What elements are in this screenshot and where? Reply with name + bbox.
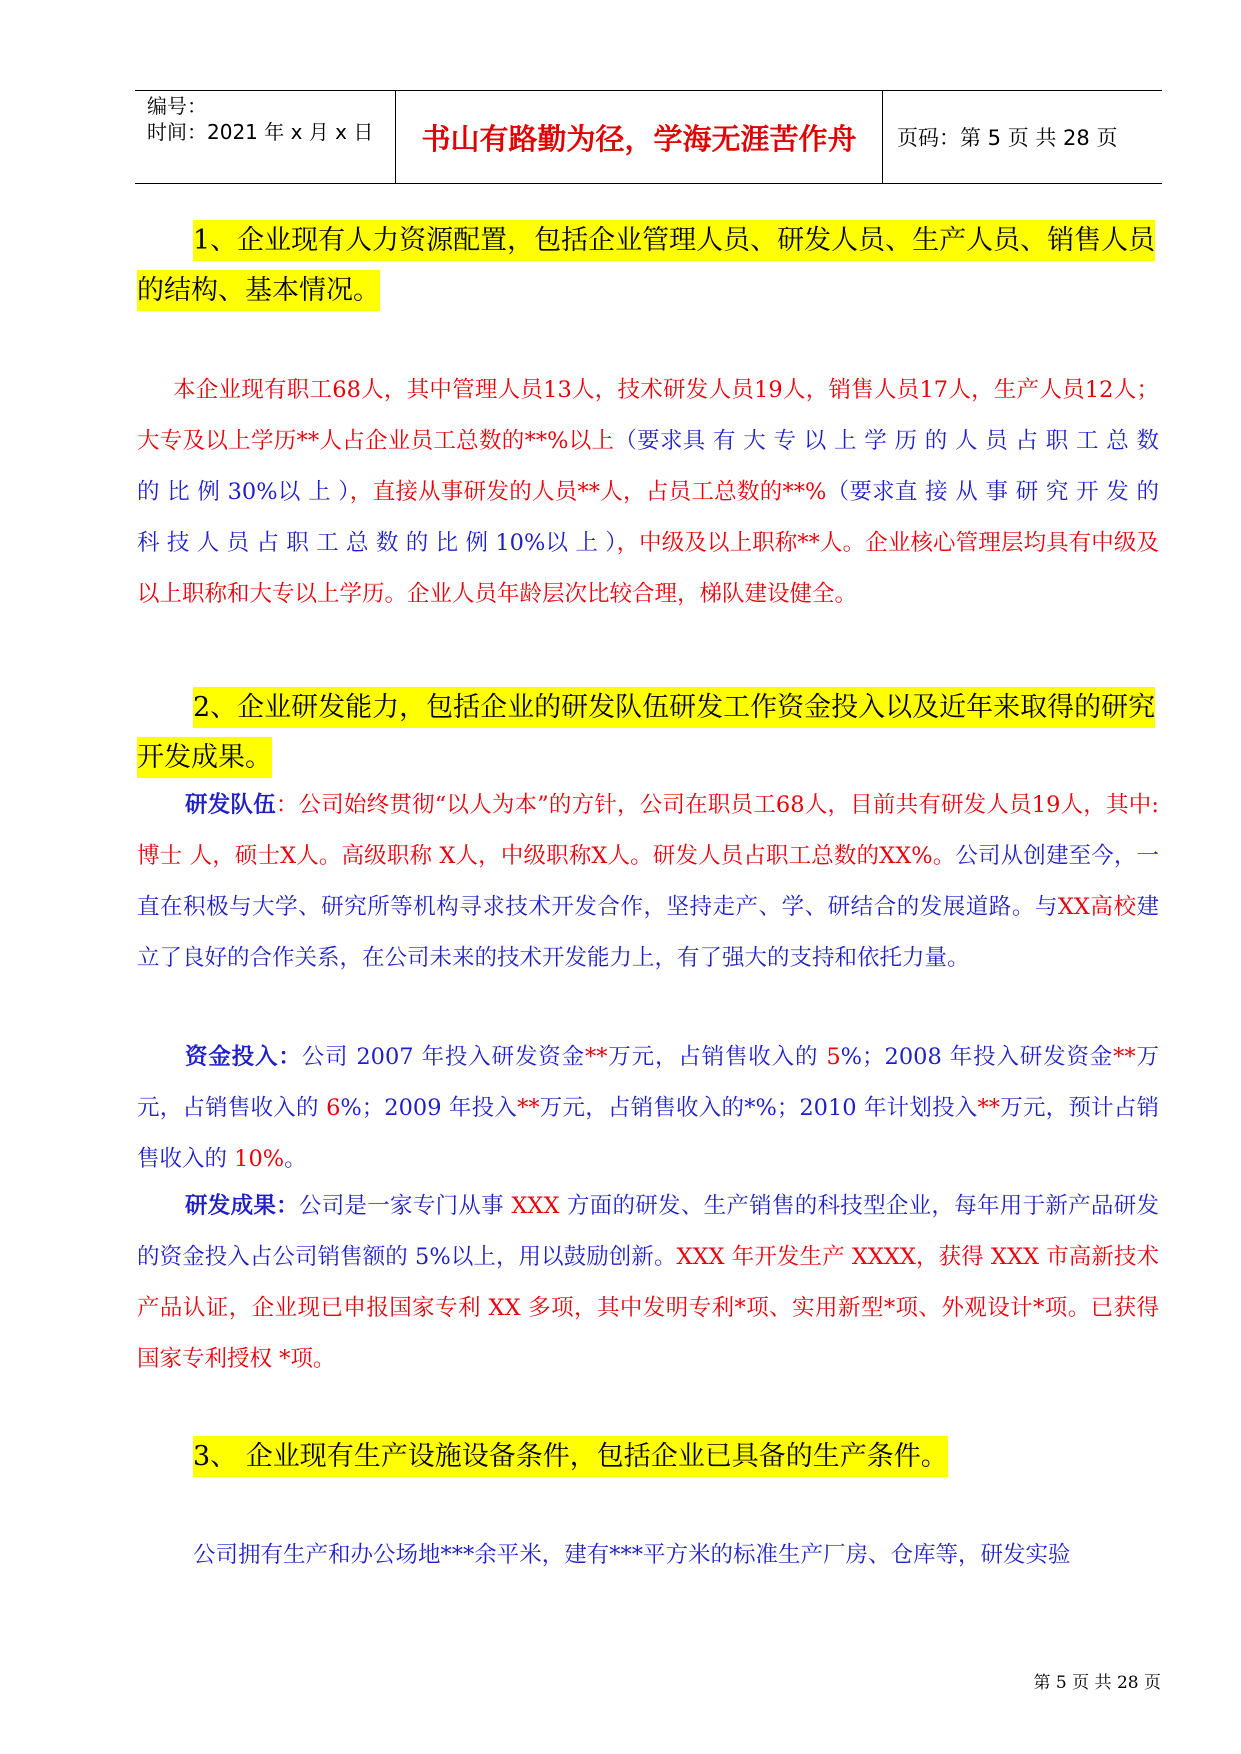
rd-team-label: 研发队伍 [185, 792, 276, 818]
rd-results-label: 研发成果： [185, 1193, 299, 1219]
fund-value: ** [517, 1095, 540, 1121]
fund-value: 6 [326, 1095, 341, 1121]
header-motto: 书山有路勤为径，学海无涯苦作舟 [396, 91, 883, 183]
section-2-heading-text: 2、企业研发能力，包括企业的研发队伍研发工作资金投入以及近年来取得的研究开发成果。 [137, 687, 1155, 778]
result-value: XXX [511, 1193, 560, 1219]
fund-value: ** [977, 1095, 1001, 1121]
rd-funding-paragraph [137, 1032, 1159, 1185]
rd-team-partner: XX高校 [1057, 894, 1137, 920]
section-1-paragraph [137, 365, 1159, 620]
result-text: 公司是一家专门从事 [298, 1193, 512, 1219]
rd-team-support: 建立了良好的合作关系，在公司未来的技术开发能力上，有了强大的支持和依托力量。 [137, 894, 1159, 971]
header-page-label: 页码：第 5 页 共 28 页 [897, 126, 1118, 150]
fund-text: 。 [284, 1146, 307, 1172]
result-achievements: XXX 年开发生产 XXXX，获得 XXX 市高新技术产品认证，企业现已申报国家专利 XX 多项，其中发明专利*项、实用新型*项、外观设计*项。已获得国家专利授权 *项。 [137, 1244, 1159, 1372]
time-label: 时间：2021 年 x 月 x 日 [147, 120, 374, 144]
fund-text: %；2008 年投入研发资金 [840, 1044, 1114, 1070]
fund-text: %；2009 年投入 [340, 1095, 518, 1121]
s1-note-b: （要求直 接 从 事 研 究 开 发 的 科 技 人 员 占 职 工 总 数 的 比 例 10%以 上 ） [137, 479, 1159, 556]
rd-team-cooperation: 公司从创建至今，一直在积极与大学、研究所等机构寻求技术开发合作，坚持走产、学、研结合的发展道路。与 [137, 843, 1159, 920]
section-3-heading [137, 1432, 1159, 1482]
header-info-cell [135, 91, 396, 183]
section-2-heading [137, 683, 1159, 783]
s1-note-a: （要求具 有 大 专 以 上 学 历 的 人 员 占 职 工 总 数 的 比 例 30%以 上 ） [137, 428, 1159, 505]
fund-value: 5 [826, 1044, 841, 1070]
page-footer: 第 5 页 共 28 页 [1033, 1673, 1161, 1693]
rd-team-text: ：公司始终贯彻“以人为本”的方针，公司在职员工68人，目前共有研发人员19人，其中: 博士 人，硕士X人。高级职称 X人，中级职称X人。研发人员占职工总数的XX%。 [137, 792, 1159, 869]
section-1-heading [137, 216, 1159, 316]
fund-text: 公司 2007 年投入研发资金 [301, 1044, 585, 1070]
s1-text-c: ，中级及以上职称**人。企业核心管理层均具有中级及以上职称和大专以上学历。企业人员年龄层次比较合理，梯队建设健全。 [137, 530, 1159, 607]
rd-results-paragraph [137, 1181, 1159, 1385]
fund-value: ** [1113, 1044, 1136, 1070]
result-text: 方面的研发、生产销售的科技型企业，每年用于新产品研发的资金投入占公司销售额的 5%以上，用以鼓励创新。 [137, 1193, 1159, 1270]
s1-text-b: ，直接从事研发的人员**人，占员工总数的**% [349, 479, 827, 505]
page-header-table [135, 90, 1162, 184]
rd-funding-label: 资金投入： [185, 1044, 302, 1070]
fund-text: 万元，占销售收入的 [137, 1044, 1159, 1121]
section-3-heading-text: 3、 企业现有生产设施设备条件，包括企业已具备的生产条件。 [193, 1436, 948, 1477]
section-1-heading-text: 1、企业现有人力资源配置，包括企业管理人员、研发人员、生产人员、销售人员的结构、基本情况。 [137, 220, 1155, 311]
number-label: 编号： [147, 94, 207, 118]
fund-value: ** [584, 1044, 608, 1070]
fund-text: 万元，预计占销售收入的 [137, 1095, 1160, 1172]
fund-text: 万元，占销售收入的*%；2010 年计划投入 [539, 1095, 978, 1121]
section-3-paragraph: 公司拥有生产和办公场地***余平米，建有***平方米的标准生产厂房、仓库等，研发实验 [193, 1542, 1071, 1568]
fund-text: 万元，占销售收入的 [607, 1044, 827, 1070]
rd-team-paragraph [137, 780, 1159, 984]
fund-value: 10% [234, 1146, 285, 1172]
s1-text-a: 本企业现有职工68人，其中管理人员13人，技术研发人员19人，销售人员17人，生产人员12人；大专及以上学历**人占企业员工总数的**%以上 [137, 377, 1159, 454]
